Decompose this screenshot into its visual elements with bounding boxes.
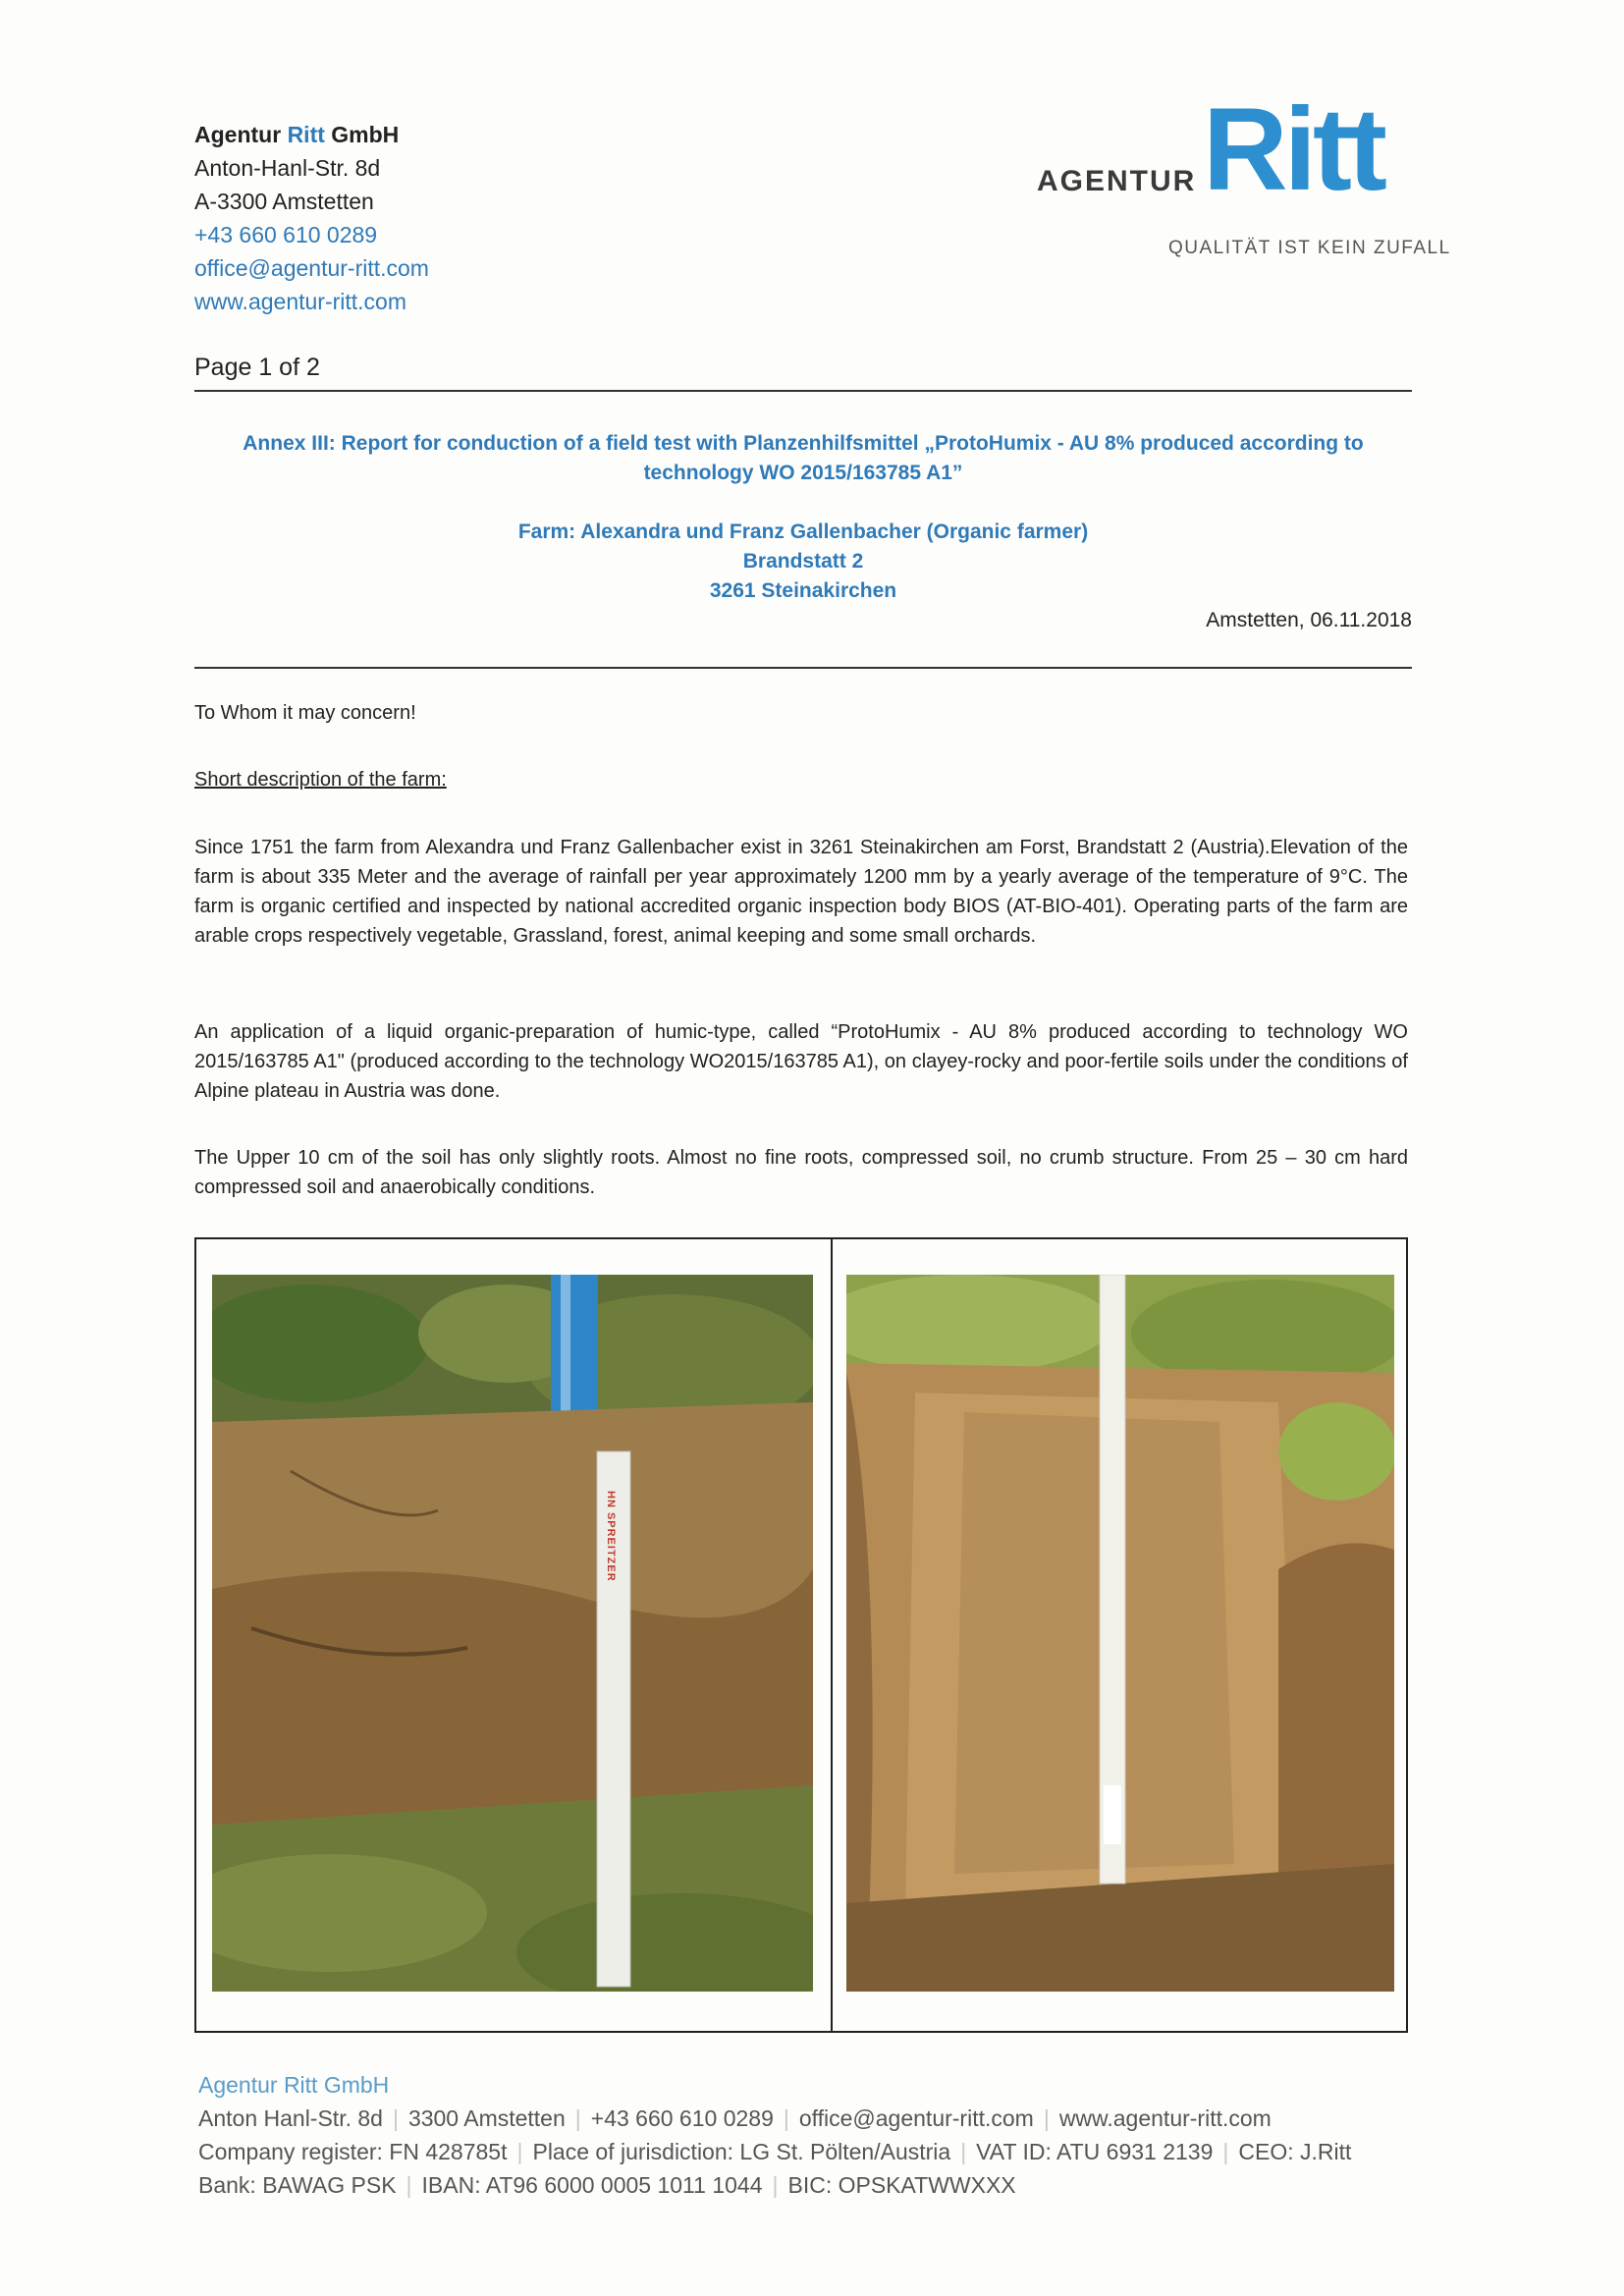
company-ritt: Ritt — [287, 122, 325, 147]
footer-email[interactable]: office@agentur-ritt.com — [798, 2105, 1034, 2131]
footer-street: Anton Hanl-Str. 8d — [198, 2105, 383, 2131]
salutation: To Whom it may concern! — [194, 702, 416, 724]
farm-street: Brandstatt 2 — [742, 550, 864, 573]
company-suffix: GmbH — [324, 122, 400, 147]
sender-email[interactable]: office@agentur-ritt.com — [194, 255, 429, 281]
section-heading: Short description of the farm: — [194, 769, 447, 791]
page-number: Page 1 of 2 — [194, 354, 320, 381]
footer-phone[interactable]: +43 660 610 0289 — [590, 2105, 774, 2131]
farm-city: 3261 Steinakirchen — [709, 579, 897, 602]
footer-company: Agentur Ritt GmbH — [198, 2072, 390, 2098]
page-footer — [198, 2068, 1351, 2202]
footer-line-contact — [198, 2102, 1351, 2135]
sender-street: Anton-Hanl-Str. 8d — [194, 155, 381, 181]
separator: | — [783, 2105, 789, 2131]
footer-ceo: CEO: J.Ritt — [1238, 2139, 1352, 2164]
separator: | — [516, 2139, 523, 2164]
soil-photo-right — [846, 1275, 1394, 1992]
soil-photos-frame — [194, 1237, 1408, 2033]
sender-address — [194, 118, 429, 318]
annex-title-line-1: Annex III: Report for conduction of a field test with Planzenhilfsmittel „ProtoHumix - AU 8% produced according to — [243, 432, 1364, 455]
separator: | — [406, 2172, 412, 2198]
footer-line-bank — [198, 2168, 1351, 2202]
separator: | — [392, 2105, 399, 2131]
footer-bic: BIC: OPSKATWWXXX — [787, 2172, 1016, 2198]
sender-phone[interactable]: +43 660 610 0289 — [194, 222, 378, 247]
separator: | — [574, 2105, 581, 2131]
separator: | — [772, 2172, 779, 2198]
sender-city: A-3300 Amstetten — [194, 189, 374, 214]
logo-ritt-text: Ritt — [1203, 83, 1383, 215]
footer-jurisdiction: Place of jurisdiction: LG St. Pölten/Austria — [532, 2139, 951, 2164]
company-prefix: Agentur — [194, 122, 288, 147]
farm-block — [194, 518, 1412, 606]
footer-website[interactable]: www.agentur-ritt.com — [1058, 2105, 1272, 2131]
ruler-label: HN SPREITZER — [605, 1491, 617, 1582]
paragraph-farm-description: Since 1751 the farm from Alexandra und Franz Gallenbacher exist in 3261 Steinakirchen am Forst, Brandstatt 2 (Austria).Elevation of the farm is about 335 Meter and the average of rainfall per year approximately 1200 mm by a yearly average of the temperature of 9°C. The farm is organic certified and inspected by national accredited organic inspection body BIOS (AT-BIO-401). Operating parts of the farm are arable crops respectively vegetable, Grassland, forest, animal keeping and some small orchards. — [194, 837, 1408, 947]
logo-slogan: QUALITÄT IST KEIN ZUFALL — [1168, 238, 1451, 258]
paragraph-application: An application of a liquid organic-preparation of humic-type, called “ProtoHumix - AU 8% produced according to technology WO 2015/163785 A1" (produced according to the technology WO2015/163785 A1), on clayey-rocky and poor-fertile soils under the conditions of Alpine plateau in Austria was done. — [194, 1021, 1408, 1102]
soil-photo-left-image — [212, 1275, 813, 1992]
agentur-ritt-logo — [1031, 83, 1463, 267]
footer-bank: Bank: BAWAG PSK — [198, 2172, 397, 2198]
footer-city: 3300 Amstetten — [407, 2105, 566, 2131]
sender-company — [194, 118, 429, 151]
header-rule — [194, 390, 1412, 392]
title-rule — [194, 667, 1412, 669]
annex-title-line-2: technology WO 2015/163785 A1” — [643, 462, 963, 484]
separator: | — [960, 2139, 967, 2164]
sender-website[interactable]: www.agentur-ritt.com — [194, 289, 407, 314]
footer-iban: IBAN: AT96 6000 0005 1011 1044 — [421, 2172, 763, 2198]
footer-company-register: Company register: FN 428785t — [198, 2139, 508, 2164]
separator: | — [1043, 2105, 1050, 2131]
footer-line-legal — [198, 2135, 1351, 2168]
footer-vat-id: VAT ID: ATU 6931 2139 — [976, 2139, 1214, 2164]
document-date: Amstetten, 06.11.2018 — [1206, 609, 1412, 631]
photos-divider — [831, 1239, 833, 2031]
separator: | — [1222, 2139, 1229, 2164]
soil-photo-right-image — [846, 1275, 1394, 1992]
annex-title — [194, 429, 1412, 488]
farm-name: Farm: Alexandra und Franz Gallenbacher (Organic farmer) — [517, 520, 1089, 543]
soil-photo-left — [212, 1275, 813, 1992]
logo-agentur-text: AGENTUR — [1037, 165, 1197, 197]
paragraph-soil-condition: The Upper 10 cm of the soil has only slightly roots. Almost no fine roots, compressed soil, no crumb structure. From 25 – 30 cm hard compressed soil and anaerobically conditions. — [194, 1147, 1408, 1198]
